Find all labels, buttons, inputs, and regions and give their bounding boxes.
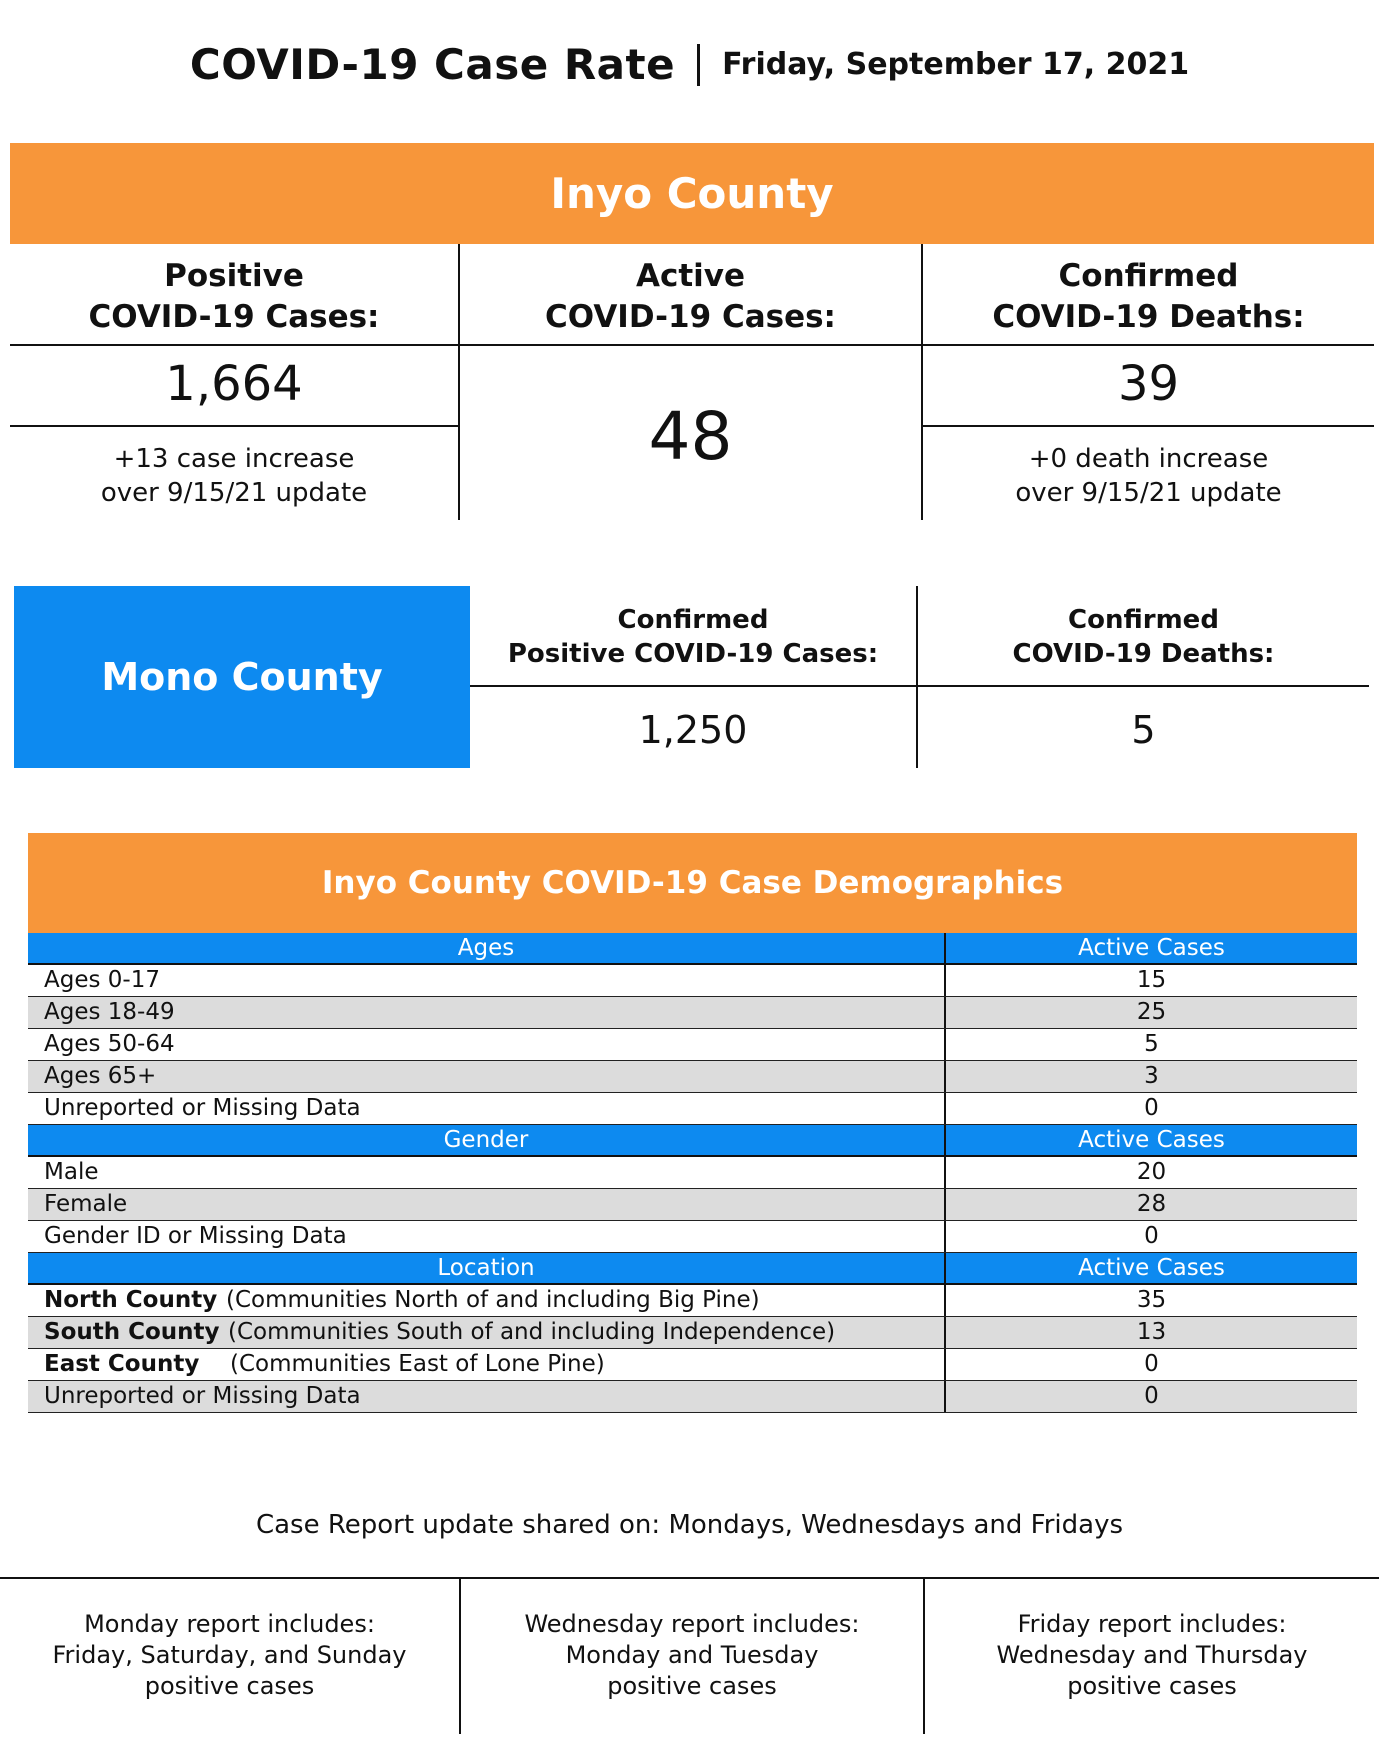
table-row xyxy=(28,1029,1357,1061)
inyo-active-header xyxy=(460,256,921,338)
wednesday-line-2: Monday and Tuesday xyxy=(565,1641,819,1669)
table-row xyxy=(28,1317,1357,1349)
row-value: 20 xyxy=(1136,1159,1167,1185)
report-date: Friday, September 17, 2021 xyxy=(722,47,1190,82)
inyo-positive-note xyxy=(10,442,458,510)
row-value: 3 xyxy=(1144,1063,1159,1089)
inyo-positive-note-1: +13 case increase xyxy=(113,444,355,474)
wednesday-line-1: Wednesday report includes: xyxy=(524,1610,860,1638)
inyo-stats-grid xyxy=(10,244,1374,520)
table-row xyxy=(28,1061,1357,1093)
friday-report-info xyxy=(925,1609,1379,1702)
table-row xyxy=(28,1349,1357,1381)
title-divider xyxy=(697,44,700,86)
row-value: 0 xyxy=(1144,1095,1159,1121)
location-name: South County xyxy=(44,1319,220,1345)
inyo-positive-rule xyxy=(10,425,458,427)
location-desc: (Communities South of and including Independence) xyxy=(228,1319,836,1345)
row-label: Unreported or Missing Data xyxy=(28,1093,946,1124)
row-label: Ages 65+ xyxy=(28,1061,946,1092)
inyo-deaths-label-1: Confirmed xyxy=(1058,258,1239,294)
row-label xyxy=(28,1285,946,1316)
report-title-row xyxy=(0,40,1379,89)
report-schedule-note: Case Report update shared on: Mondays, Wednesdays and Fridays xyxy=(255,1510,1124,1540)
mono-deaths-header xyxy=(918,603,1369,671)
wednesday-line-3: positive cases xyxy=(607,1672,777,1700)
mono-deaths-value: 5 xyxy=(1131,708,1156,752)
location-name: Unreported or Missing Data xyxy=(44,1383,361,1409)
location-header: Location xyxy=(28,1253,946,1283)
mono-deaths-label-2: COVID-19 Deaths: xyxy=(1012,639,1275,669)
mono-positive-label-2: Positive COVID-19 Cases: xyxy=(507,639,879,669)
inyo-deaths-note-1: +0 death increase xyxy=(1028,444,1269,474)
friday-line-2: Wednesday and Thursday xyxy=(996,1641,1308,1669)
row-label xyxy=(28,1381,946,1412)
location-name: North County xyxy=(44,1287,218,1313)
gender-value-header: Active Cases xyxy=(1078,1127,1225,1153)
table-row xyxy=(28,997,1357,1029)
row-value: 13 xyxy=(1136,1319,1167,1345)
ages-header: Ages xyxy=(28,933,946,963)
mono-county-banner: Mono County xyxy=(14,586,470,768)
row-value: 0 xyxy=(1144,1223,1159,1249)
inyo-header-rule xyxy=(10,344,1374,346)
inyo-positive-note-2: over 9/15/21 update xyxy=(100,478,368,508)
friday-line-3: positive cases xyxy=(1067,1672,1237,1700)
inyo-deaths-header xyxy=(923,256,1374,338)
mono-positive-header xyxy=(470,603,916,671)
row-label xyxy=(28,1317,946,1348)
row-label xyxy=(28,1349,946,1380)
row-value: 0 xyxy=(1144,1383,1159,1409)
inyo-deaths-note-2: over 9/15/21 update xyxy=(1015,478,1282,508)
ages-value-header: Active Cases xyxy=(1078,935,1225,961)
monday-line-1: Monday report includes: xyxy=(84,1610,375,1638)
location-name: East County xyxy=(44,1351,200,1377)
inyo-positive-header xyxy=(10,256,458,338)
row-label: Ages 50-64 xyxy=(28,1029,946,1060)
inyo-deaths-note xyxy=(923,442,1374,510)
location-desc: (Communities East of Lone Pine) xyxy=(230,1351,605,1377)
demographics-banner: Inyo County COVID-19 Case Demographics xyxy=(28,833,1357,933)
mono-positive-value: 1,250 xyxy=(638,708,748,752)
table-row xyxy=(28,1093,1357,1125)
location-value-header: Active Cases xyxy=(1078,1255,1225,1281)
inyo-county-banner: Inyo County xyxy=(10,143,1374,244)
inyo-active-label-2: COVID-19 Cases: xyxy=(545,299,836,335)
inyo-active-value: 48 xyxy=(648,398,733,475)
row-value: 0 xyxy=(1144,1351,1159,1377)
row-label: Male xyxy=(28,1157,946,1188)
row-label: Ages 18-49 xyxy=(28,997,946,1028)
row-label: Gender ID or Missing Data xyxy=(28,1221,946,1252)
mono-header-rule xyxy=(470,685,1369,687)
location-header-row xyxy=(28,1253,1357,1285)
wednesday-report-info xyxy=(461,1609,923,1702)
mono-deaths-label-1: Confirmed xyxy=(1068,605,1219,635)
mono-positive-label-1: Confirmed xyxy=(617,605,769,635)
table-row xyxy=(28,965,1357,997)
table-row xyxy=(28,1189,1357,1221)
row-value: 35 xyxy=(1136,1287,1167,1313)
report-schedule-box xyxy=(0,1577,1379,1734)
row-label: Female xyxy=(28,1189,946,1220)
inyo-positive-label-2: COVID-19 Cases: xyxy=(88,299,380,335)
inyo-positive-value: 1,664 xyxy=(165,356,303,412)
inyo-positive-label-1: Positive xyxy=(164,258,304,294)
friday-line-1: Friday report includes: xyxy=(1017,1610,1287,1638)
row-value: 25 xyxy=(1136,999,1167,1025)
demographics-table xyxy=(28,933,1357,1413)
location-desc: (Communities North of and including Big Pine) xyxy=(226,1287,760,1313)
monday-report-info xyxy=(0,1609,459,1702)
table-row xyxy=(28,1285,1357,1317)
table-row xyxy=(28,1157,1357,1189)
table-row xyxy=(28,1221,1357,1253)
ages-header-row xyxy=(28,933,1357,965)
monday-line-2: Friday, Saturday, and Sunday xyxy=(52,1641,407,1669)
inyo-deaths-rule xyxy=(923,425,1374,427)
inyo-active-label-1: Active xyxy=(635,258,746,294)
report-title: COVID-19 Case Rate xyxy=(189,40,676,89)
row-value: 28 xyxy=(1136,1191,1167,1217)
inyo-deaths-label-2: COVID-19 Deaths: xyxy=(992,299,1305,335)
gender-header-row xyxy=(28,1125,1357,1157)
monday-line-3: positive cases xyxy=(144,1672,315,1700)
table-row xyxy=(28,1381,1357,1413)
inyo-deaths-value: 39 xyxy=(1117,356,1180,412)
gender-header: Gender xyxy=(28,1125,946,1155)
row-value: 15 xyxy=(1136,967,1167,993)
row-value: 5 xyxy=(1144,1031,1159,1057)
row-label: Ages 0-17 xyxy=(28,965,946,996)
